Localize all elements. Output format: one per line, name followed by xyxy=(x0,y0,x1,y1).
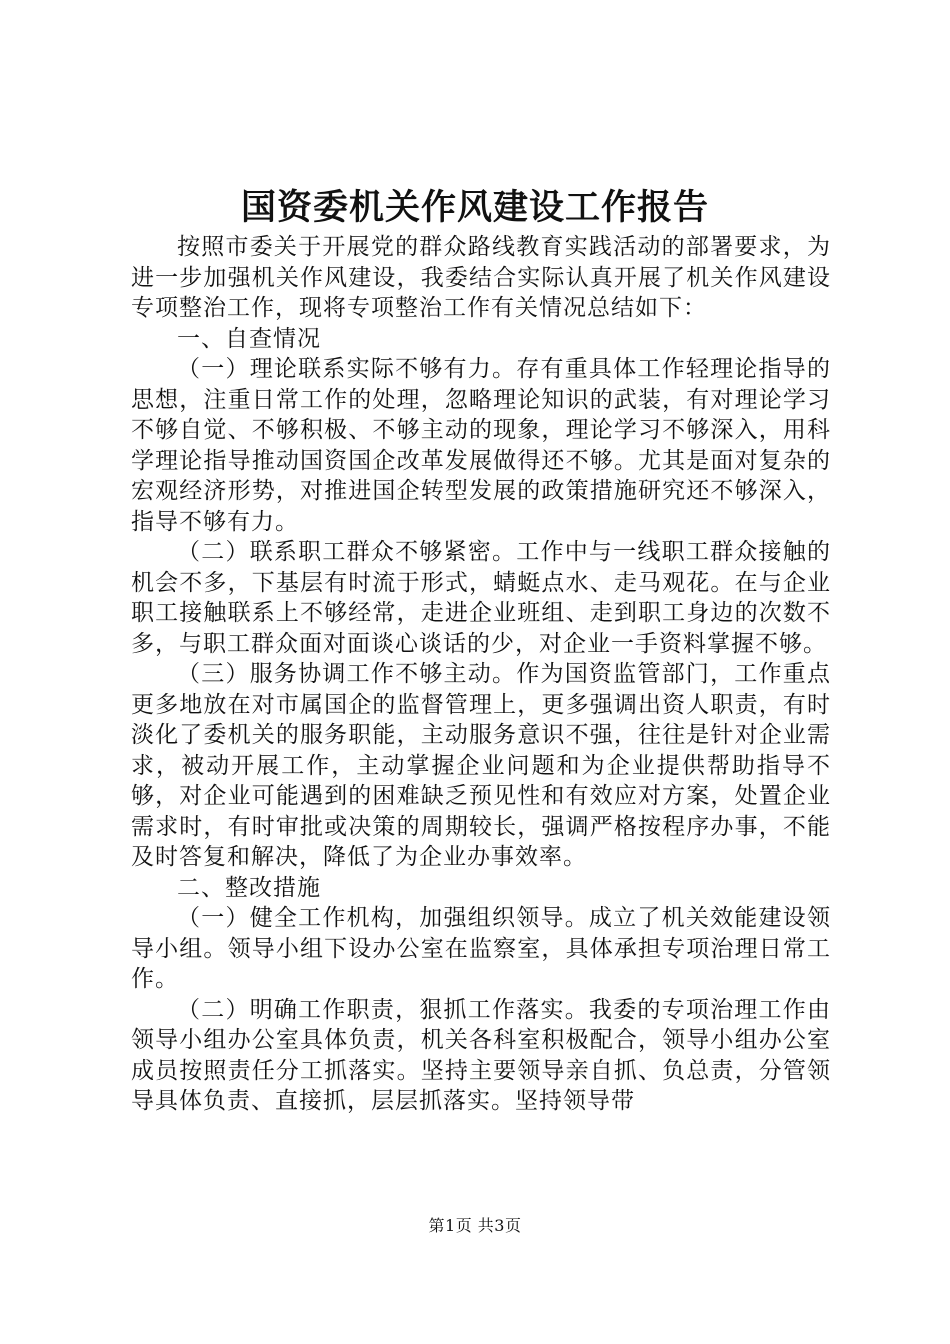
section-heading-measures: 二、整改措施 xyxy=(177,874,321,901)
paragraph-organization: （一）健全工作机构，加强组织领导。成立了机关效能建设领导小组。领导小组下设办公室在监察室，具体承担专项治理日常工作。 xyxy=(131,905,831,992)
paragraph-theory: （一）理论联系实际不够有力。存有重具体工作轻理论指导的思想，注重日常工作的处理，忽略理论知识的武装，有对理论学习不够自觉、不够积极、不够主动的现象，理论学习不够深入，用科学理论指导推动国资国企改革发展做得还不够。尤其是面对复杂的宏观经济形势，对推进国企转型发展的政策措施研究还不够深入，指导不够有力。 xyxy=(131,356,831,535)
page-footer: 第1页 共3页 xyxy=(428,1216,522,1235)
document-title: 国资委机关作风建设工作报告 xyxy=(240,187,709,228)
paragraph-masses: （二）联系职工群众不够紧密。工作中与一线职工群众接触的机会不多，下基层有时流于形式，蜻蜓点水、走马观花。在与企业职工接触联系上不够经常，走进企业班组、走到职工身边的次数不多，与职工群众面对面谈心谈话的少，对企业一手资料掌握不够。 xyxy=(131,539,831,657)
section-heading-self-check: 一、自查情况 xyxy=(177,325,321,352)
paragraph-service: （三）服务协调工作不够主动。作为国资监管部门，工作重点更多地放在对市属国企的监督管理上，更多强调出资人职责，有时淡化了委机关的服务职能，主动服务意识不强，往往是针对企业需求，被动开展工作，主动掌握企业问题和为企业提供帮助指导不够，对企业可能遇到的困难缺乏预见性和有效应对方案，处置企业需求时，有时审批或决策的周期较长，强调严格按程序办事，不能及时答复和解决，降低了为企业办事效率。 xyxy=(131,661,831,870)
intro-paragraph: 按照市委关于开展党的群众路线教育实践活动的部署要求，为进一步加强机关作风建设，我委结合实际认真开展了机关作风建设专项整治工作，现将专项整治工作有关情况总结如下： xyxy=(131,234,831,321)
document-body xyxy=(131,232,831,1117)
paragraph-responsibility: （二）明确工作职责，狠抓工作落实。我委的专项治理工作由领导小组办公室具体负责，机关各科室积极配合，领导小组办公室成员按照责任分工抓落实。坚持主要领导亲自抓、负总责，分管领导具体负责、直接抓，层层抓落实。坚持领导带 xyxy=(131,996,831,1114)
